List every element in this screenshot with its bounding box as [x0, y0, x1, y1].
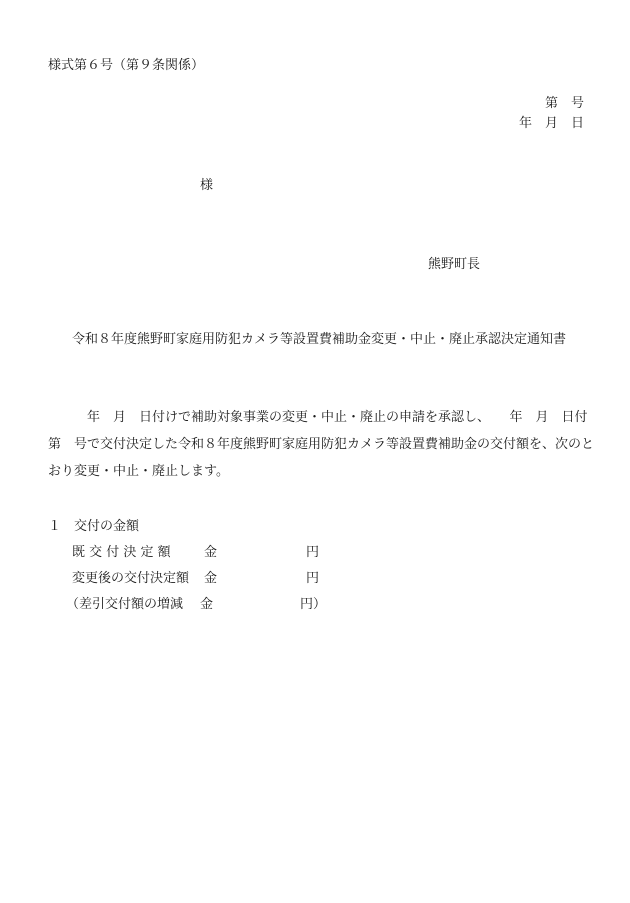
body-line-3: おり変更・中止・廃止します。 [48, 464, 229, 479]
amount-suffix: 円 [306, 571, 320, 586]
amount-label: （差引交付額の増減 [66, 597, 184, 612]
recipient-suffix: 様 [200, 178, 214, 193]
amount-label: 変更後の交付決定額 [72, 571, 190, 586]
form-number: 様式第６号（第９条関係） [48, 58, 205, 73]
document-number: 第 号 [544, 96, 584, 111]
body-line-1: 年 月 日付けで補助対象事業の変更・中止・廃止の申請を承認し、 年 月 日付 [48, 410, 588, 425]
amount-suffix: 円） [300, 597, 327, 612]
amount-suffix: 円 [306, 545, 320, 560]
amount-prefix: 金 [200, 597, 214, 612]
amount-prefix: 金 [204, 545, 218, 560]
document-date: 年 月 日 [518, 116, 584, 131]
section-heading: １ 交付の金額 [48, 519, 140, 534]
body-line-2: 第 号で交付決定した令和８年度熊野町家庭用防犯カメラ等設置費補助金の交付額を、次のと [48, 437, 595, 452]
document-title: 令和８年度熊野町家庭用防犯カメラ等設置費補助金変更・中止・廃止承認決定通知書 [72, 332, 567, 347]
amount-prefix: 金 [204, 571, 218, 586]
amount-label: 既 交 付 決 定 額 [72, 545, 171, 560]
issuer-name: 熊野町長 [428, 257, 481, 272]
